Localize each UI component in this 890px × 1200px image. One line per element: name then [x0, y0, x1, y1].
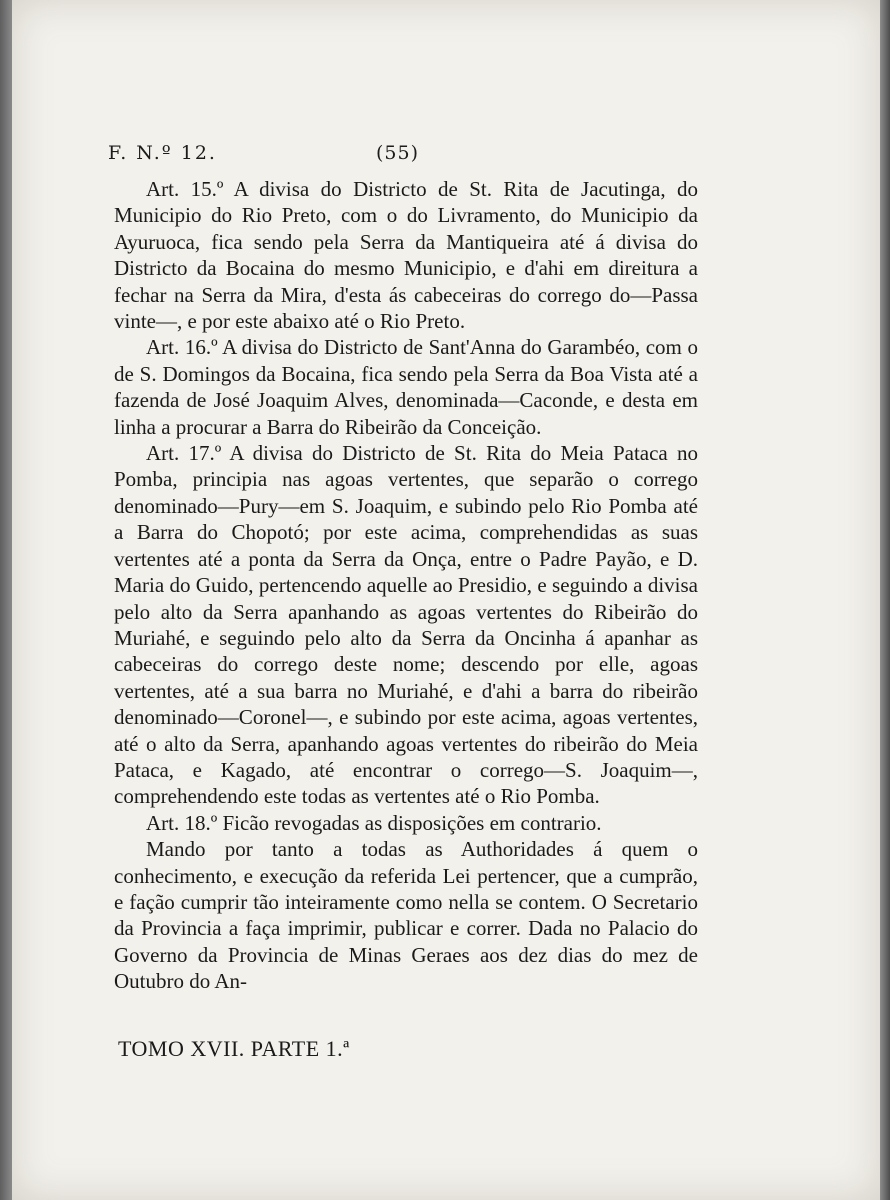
paragraph-art-15: Art. 15.º A divisa do Districto de St. Rita de Jacutinga, do Municipio do Rio Preto, com o do Livramento, do Municipio da Ayuruoca, fica sendo pela Serra da Mantiqueira até á divisa do Districto da Bocaina do mesmo Municipio, e d'ahi em direitura a fechar na Serra da Mira, d'esta ás cabeceiras do corrego do—Passa vinte—, e por este abaixo até o Rio Preto. [114, 177, 698, 334]
body-text [114, 176, 698, 995]
paragraph-mando: Mando por tanto a todas as Authoridades á quem o conhecimento, e execução da referida Lei pertencer, que a cumprão, e fação cumprir tão inteiramente como nella se contem. O Secretario da Provincia a faça imprimir, publicar e correr. Dada no Palacio do Governo da Provincia de Minas Geraes aos dez dias do mez de Outubro do An- [114, 837, 698, 994]
page-left-edge [0, 0, 12, 1200]
page-number: (55) [376, 142, 420, 164]
paragraph-art-16: Art. 16.º A divisa do Districto de Sant'Anna do Garambéo, com o de S. Domingos da Bocaina, fica sendo pela Serra da Boa Vista até a fazenda de José Joaquim Alves, denominada—Caconde, e desta em linha a procurar a Barra do Ribeirão da Conceição. [114, 335, 698, 439]
paragraph-art-17: Art. 17.º A divisa do Districto de St. Rita do Meia Pataca no Pomba, principia nas agoas vertentes, que separão o corrego denominado—Pury—em S. Joaquim, e subindo pelo Rio Pomba até a Barra do Chopotó; por este acima, comprehendidas as suas vertentes até a ponta da Serra da Onça, entre o Padre Payão, e D. Maria do Guido, pertencendo aquelle ao Presidio, e seguindo a divisa pelo alto da Serra apanhando as agoas vertentes do Ribeirão do Muriahé, e seguindo pelo alto da Serra da Oncinha á apanhar as cabeceiras do corrego deste nome; descendo por elle, agoas vertentes, até a sua barra no Muriahé, e d'ahi a barra do ribeirão denominado—Coronel—, e subindo por este acima, agoas vertentes, até o alto da Serra, apanhando agoas vertentes do ribeirão do Meia Pataca, e Kagado, até encontrar o corrego—S. Joaquim—, comprehendendo este todas as vertentes até o Rio Pomba. [114, 441, 698, 809]
page-header [108, 142, 708, 172]
page-right-edge [880, 0, 890, 1200]
paragraph-art-18: Art. 18.º Ficão revogadas as disposições em contrario. [146, 810, 602, 835]
signature-mark: F. N.º 12. [108, 142, 217, 164]
volume-footer: TOMO XVII. PARTE 1.ª [118, 1036, 350, 1061]
